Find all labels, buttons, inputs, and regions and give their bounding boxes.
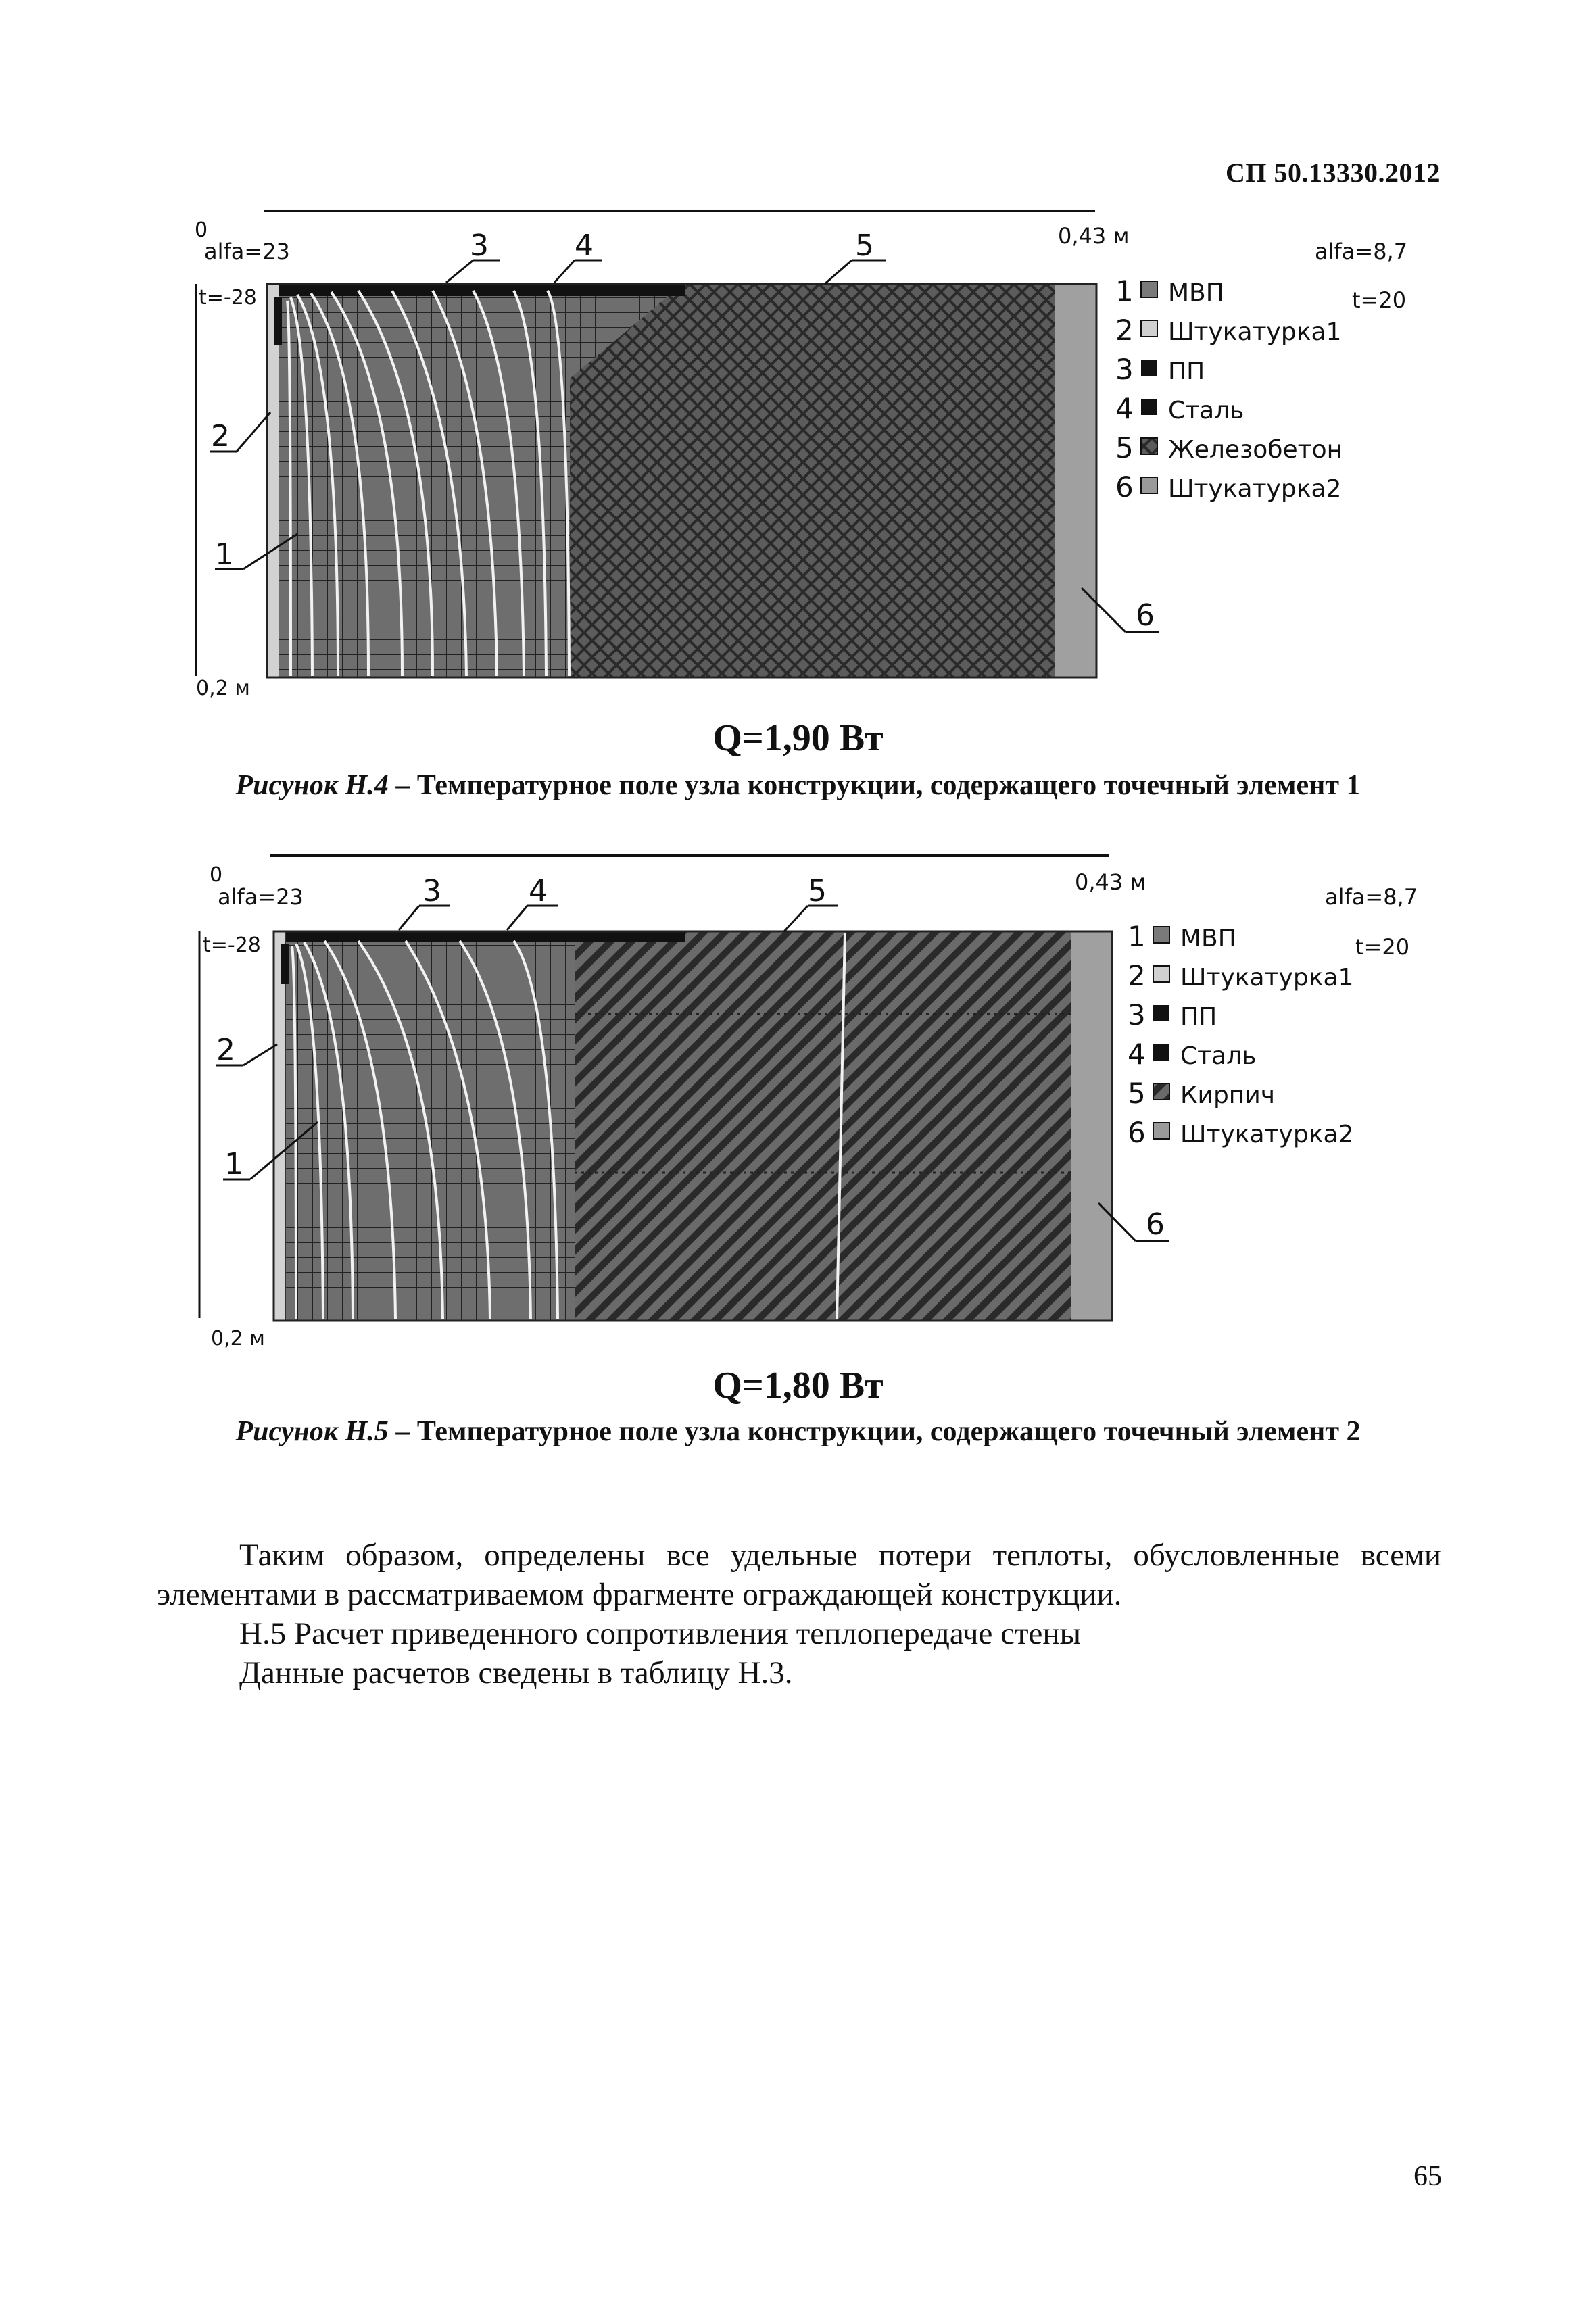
alfa-outside-label: alfa=8,7: [1315, 239, 1408, 264]
legend-swatch: [1141, 399, 1157, 415]
heat-flow-value: Q=1,90 Вт: [712, 717, 884, 759]
svg-text:5: 5: [1115, 431, 1134, 464]
legend-item: [1128, 920, 1236, 953]
alfa-inside-label: alfa=23: [204, 239, 290, 264]
figure-h4: [0, 0, 1596, 811]
figure-label: Рисунок Н.4: [235, 770, 389, 801]
height-label: 0,2 м: [196, 677, 250, 700]
svg-text:ПП: ПП: [1168, 358, 1205, 385]
legend-swatch: [1153, 966, 1169, 982]
paragraph: Н.5 Расчет приведенного сопротивления теплопередаче стены: [239, 1616, 1082, 1651]
legend-item: [1128, 1038, 1256, 1071]
legend-swatch: [1141, 477, 1157, 493]
svg-text:МВП: МВП: [1168, 279, 1224, 307]
figure-caption: [0, 769, 1596, 802]
svg-text:Штукатурка1: Штукатурка1: [1180, 964, 1354, 992]
legend-item: [1115, 274, 1224, 308]
legend-item: [1115, 431, 1343, 464]
scale-width-label: 0,43 м: [1075, 869, 1146, 895]
figure-h5: [0, 811, 1596, 1521]
svg-text:Штукатурка2: Штукатурка2: [1168, 475, 1342, 503]
temperature-field-diagram: [0, 811, 1596, 1521]
svg-text:МВП: МВП: [1180, 925, 1236, 952]
callout-2: 2: [211, 419, 230, 454]
heat-flow-value: Q=1,80 Вт: [712, 1365, 884, 1407]
legend-item: [1128, 998, 1217, 1031]
legend-swatch: [1141, 281, 1157, 297]
legend: [1115, 274, 1343, 504]
page-number: 65: [1413, 2161, 1442, 2192]
svg-text:3: 3: [1128, 998, 1146, 1031]
svg-text:5: 5: [1128, 1077, 1146, 1110]
document-code: СП 50.13330.2012: [1226, 157, 1441, 188]
body-text: [157, 1536, 1441, 1692]
legend-item: [1128, 1116, 1353, 1149]
scale-origin-label: 0: [195, 218, 208, 242]
height-label: 0,2 м: [211, 1327, 265, 1350]
svg-text:2: 2: [1115, 314, 1134, 347]
callout-6: 6: [1146, 1207, 1165, 1242]
t-inside-label: t=-28: [199, 286, 257, 310]
callout-6: 6: [1136, 598, 1155, 633]
alfa-inside-label: alfa=23: [218, 884, 304, 910]
callout-4: 4: [529, 874, 548, 908]
svg-text:Штукатурка2: Штукатурка2: [1180, 1121, 1354, 1148]
svg-text:Кирпич: Кирпич: [1180, 1081, 1276, 1109]
figure-caption-text: – Температурное поле узла конструкции, содержащего точечный элемент 1: [388, 770, 1361, 801]
callout-3: 3: [470, 228, 489, 263]
callout-1: 1: [215, 537, 234, 572]
callout-1: 1: [224, 1147, 243, 1181]
paragraph: Данные расчетов сведены в таблицу Н.3.: [239, 1655, 793, 1690]
callout-3: 3: [422, 874, 441, 908]
legend-swatch: [1153, 927, 1169, 943]
alfa-outside-label: alfa=8,7: [1325, 884, 1418, 910]
callout-5: 5: [855, 228, 874, 263]
callout-5: 5: [808, 874, 827, 908]
legend-swatch: [1141, 438, 1157, 454]
svg-text:6: 6: [1115, 470, 1134, 504]
svg-text:6: 6: [1128, 1116, 1146, 1149]
callout-4: 4: [575, 228, 594, 263]
legend-swatch: [1153, 1123, 1169, 1139]
legend-item: [1128, 959, 1353, 992]
figure-caption: [0, 1415, 1596, 1448]
legend-item: [1128, 1077, 1275, 1110]
legend-swatch: [1141, 360, 1157, 376]
t-inside-label: t=-28: [203, 933, 261, 957]
svg-text:1: 1: [1128, 920, 1146, 953]
legend-item: [1115, 353, 1205, 386]
legend-item: [1115, 392, 1244, 425]
svg-text:Штукатурка1: Штукатурка1: [1168, 318, 1342, 346]
legend-swatch: [1141, 320, 1157, 337]
svg-text:4: 4: [1115, 392, 1134, 425]
figure-caption-text: – Температурное поле узла конструкции, содержащего точечный элемент 2: [388, 1416, 1361, 1447]
legend: [1128, 920, 1353, 1149]
paragraph: Таким образом, определены все удельные потери теплоты, обусловленные всеми: [239, 1538, 1441, 1573]
svg-text:Сталь: Сталь: [1180, 1042, 1257, 1070]
legend-item: [1115, 314, 1341, 347]
svg-text:1: 1: [1115, 274, 1134, 308]
callout-2: 2: [216, 1033, 235, 1067]
svg-text:4: 4: [1128, 1038, 1146, 1071]
temperature-field-diagram: [0, 0, 1596, 811]
t-outside-label: t=20: [1352, 287, 1407, 313]
t-outside-label: t=20: [1355, 934, 1410, 960]
svg-text:Сталь: Сталь: [1168, 397, 1244, 424]
svg-text:Железобетон: Железобетон: [1168, 436, 1343, 464]
scale-width-label: 0,43 м: [1058, 223, 1130, 249]
legend-swatch: [1153, 1044, 1169, 1061]
svg-text:ПП: ПП: [1180, 1003, 1217, 1031]
legend-item: [1115, 470, 1341, 504]
scale-origin-label: 0: [210, 863, 223, 887]
legend-swatch: [1153, 1083, 1169, 1100]
svg-text:2: 2: [1128, 959, 1146, 992]
legend-swatch: [1153, 1005, 1169, 1021]
figure-label: Рисунок Н.5: [235, 1416, 389, 1447]
svg-text:3: 3: [1115, 353, 1134, 386]
paragraph: элементами в рассматриваемом фрагменте ограждающей конструкции.: [157, 1577, 1122, 1612]
